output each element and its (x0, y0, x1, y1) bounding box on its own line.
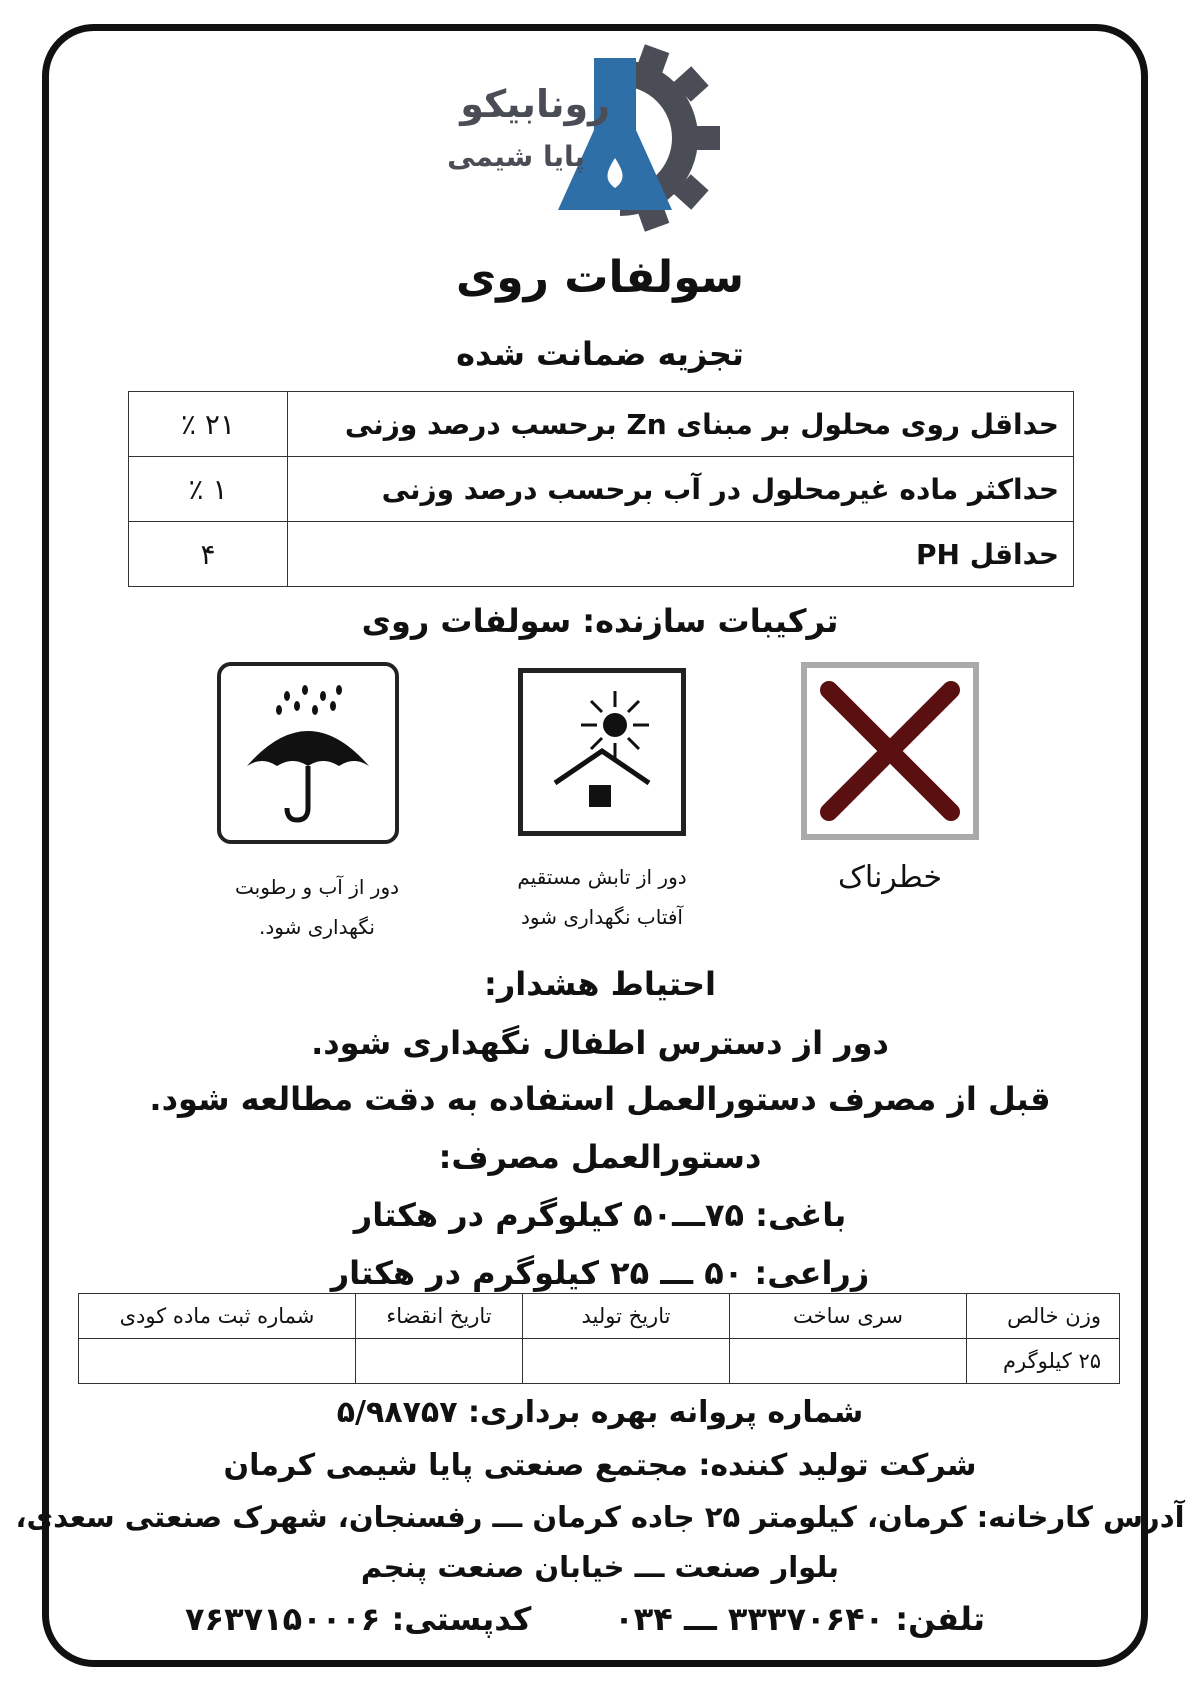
batch-cell (79, 1339, 356, 1384)
address-line: بلوار صنعت ـــ خیابان صنعت پنجم (360, 1550, 840, 1584)
warning-line: قبل از مصرف دستورالعمل استفاده به دقت مطالعه شود. (149, 1080, 1051, 1118)
batch-cell (523, 1339, 730, 1384)
flask-gear-icon (450, 40, 750, 235)
moisture-caption-line1: دور از آب و رطوبت (234, 875, 400, 899)
company-logo (447, 40, 750, 235)
analysis-value: ٪ ۱ (129, 457, 288, 522)
analysis-value: ۴ (129, 522, 288, 587)
usage-heading: دستورالعمل مصرف: (438, 1138, 762, 1176)
composition-line: ترکیبات سازنده: سولفات روی (361, 602, 839, 640)
sunlight-caption-line1: دور از تابش مستقیم (517, 865, 687, 889)
analysis-value: ٪ ۲۱ (129, 392, 288, 457)
sunlight-caption-line2: آفتاب نگهداری شود (521, 905, 683, 929)
usage-line: زراعی: ۵۰ ـــ ۲۵ کیلوگرم در هکتار (330, 1254, 870, 1292)
guarantee-heading: تجزیه ضمانت شده (456, 335, 744, 373)
usage-line: باغی: ۷۵ـــ۵۰ کیلوگرم در هکتار (353, 1196, 847, 1234)
batch-cell: ۲۵ کیلوگرم (967, 1339, 1120, 1384)
analysis-label: حداکثر ماده غیرمحلول در آب برحسب درصد وزنی (288, 457, 1074, 522)
moisture-caption (217, 867, 417, 947)
license-number: شماره پروانه بهره برداری: ۵/۹۸۷۵۷ (336, 1395, 864, 1430)
analysis-label: حداقل روی محلول بر مبنای Zn برحسب درصد وزنی (288, 392, 1074, 457)
batch-header: تاریخ انقضاء (356, 1294, 523, 1339)
moisture-caption-line2: نگهداری شود. (259, 915, 375, 939)
logo-subtitle: پایا شیمی (447, 140, 585, 173)
table-row (79, 1294, 1120, 1339)
phone-number: تلفن: ۳۳۳۷۰۶۴۰ ـــ ۰۳۴ (614, 1600, 985, 1638)
warning-line: دور از دسترس اطفال نگهداری شود. (311, 1024, 889, 1062)
sunlight-caption (480, 857, 724, 937)
hazard-x-icon (801, 662, 979, 840)
manufacturer: شرکت تولید کننده: مجتمع صنعتی پایا شیمی کرمان (223, 1448, 977, 1483)
logo-name: رونابیکو (460, 82, 610, 126)
batch-header: وزن خالص (967, 1294, 1120, 1339)
analysis-label: حداقل PH (288, 522, 1074, 587)
batch-table (78, 1293, 1120, 1384)
batch-header: تاریخ تولید (523, 1294, 730, 1339)
product-title: سولفات روی (455, 252, 745, 303)
keep-dry-umbrella-icon (217, 662, 399, 844)
table-row (129, 457, 1074, 522)
table-row (129, 522, 1074, 587)
keep-away-from-sunlight-icon (518, 668, 686, 836)
postal-code: کدپستی: ۷۶۳۷۱۵۰۰۰۶ (185, 1600, 532, 1638)
batch-cell (356, 1339, 523, 1384)
batch-cell (730, 1339, 967, 1384)
batch-header: سری ساخت (730, 1294, 967, 1339)
table-row (129, 392, 1074, 457)
table-row (79, 1339, 1120, 1384)
hazard-caption: خطرناک (837, 860, 943, 895)
warning-heading: احتیاط هشدار: (484, 965, 716, 1003)
address-line: آدرس کارخانه: کرمان، کیلومتر ۲۵ جاده کرمان ـــ رفسنجان، شهرک صنعتی سعدی، (15, 1500, 1185, 1534)
analysis-table (128, 391, 1074, 587)
batch-header: شماره ثبت ماده کودی (79, 1294, 356, 1339)
